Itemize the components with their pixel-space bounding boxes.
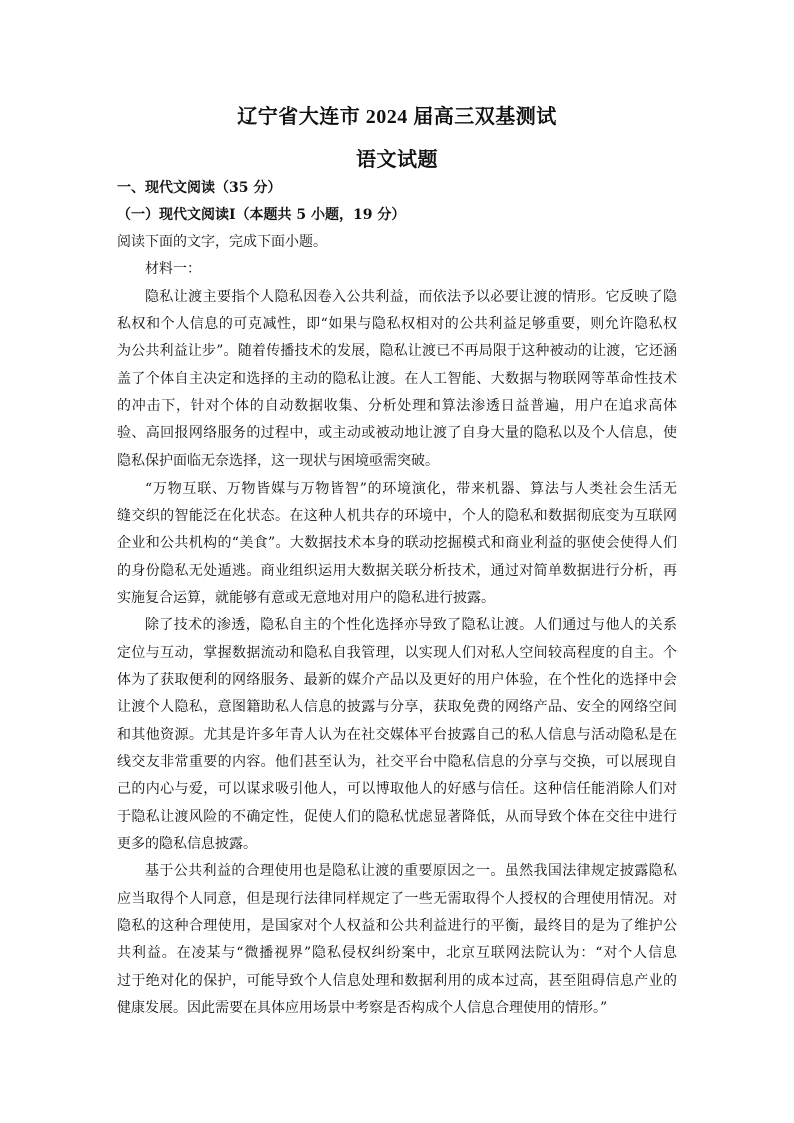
- paragraph-line: 盖了个体自主决定和选择的主动的隐私让渡。在人工智能、大数据与物联网等革命性技术: [117, 371, 677, 387]
- paragraph-line: 企业和公共机构的“美食”。大数据技术本身的联动挖掘模式和商业利益的驱使会使得人们: [117, 535, 677, 551]
- paragraph-line: 为公共利益让步”。随着传播技术的发展，隐私让渡已不再局限于这种被动的让渡，它还涵: [117, 343, 677, 359]
- paragraph-line: 线交友非常重要的内容。他们甚至认为，社交平台中隐私信息的分享与交换，可以展现自: [117, 754, 677, 770]
- paragraph-line: 除了技术的渗透，隐私自主的个性化选择亦导致了隐私让渡。人们通过与他人的关系: [145, 617, 677, 633]
- paragraph-line: 健康发展。因此需要在具体应用场景中考察是否构成个人信息合理使用的情形。”: [117, 1000, 608, 1016]
- paragraph-line: 实施复合运算，就能够有意或无意地对用户的隐私进行披露。: [117, 590, 495, 606]
- paragraph-line: 和其他资源。尤其是许多年青人认为在社交媒体平台披露自己的私人信息与活动隐私是在: [117, 727, 677, 743]
- paragraph-line: 体为了获取便利的网络服务、最新的媒介产品以及更好的用户体验，在个性化的选择中会: [117, 672, 677, 688]
- section-heading: 一、现代文阅读（35 分）: [117, 180, 282, 196]
- section-subheading: （一）现代文阅读Ⅰ（本题共 5 小题，19 分）: [117, 207, 406, 223]
- material-label: 材料一：: [145, 261, 201, 277]
- paragraph-line: 共利益。在凌某与“微播视界”隐私侵权纠纷案中，北京互联网法院认为：“对个人信息: [117, 945, 677, 961]
- paragraph-line: 缝交织的智能泛在化状态。在这种人机共存的环境中，个人的隐私和数据彻底变为互联网: [117, 508, 677, 524]
- paragraph-line: 隐私让渡主要指个人隐私因卷入公共利益，而依法予以必要让渡的情形。它反映了隐: [145, 289, 677, 305]
- paragraph-line: 的冲击下，针对个体的自动数据收集、分析处理和算法渗透日益普遍，用户在追求高体: [117, 398, 677, 414]
- paragraph-line: 让渡个人隐私，意图籍助私人信息的披露与分享，获取免费的网络产品、安全的网络空间: [117, 699, 677, 715]
- instruction-text: 阅读下面的文字，完成下面小题。: [117, 234, 327, 250]
- paragraph-line: 定位与互动，掌握数据流动和隐私自我管理，以实现人们对私人空间较高程度的自主。个: [117, 645, 677, 661]
- paragraph-line: 隐私保护面临无奈选择，这一现状与困境亟需突破。: [117, 453, 439, 469]
- paragraph-line: 应当取得个人同意，但是现行法律同样规定了一些无需取得个人授权的合理使用情况。对: [117, 891, 677, 907]
- paragraph-line: 私权和个人信息的可克减性，即“如果与隐私权相对的公共利益足够重要，则允许隐私权: [117, 316, 677, 332]
- paragraph-line: 于隐私让渡风险的不确定性，促使人们的隐私忧虑显著降低，从而导致个体在交往中进行: [117, 809, 677, 825]
- paragraph-line: “万物互联、万物皆媒与万物皆智”的环境演化，带来机器、算法与人类社会生活无: [145, 481, 677, 497]
- document-title: 辽宁省大连市 2024 届高三双基测试: [237, 106, 557, 128]
- paragraph-line: 过于绝对化的保护，可能导致个人信息处理和数据利用的成本过高，甚至阻碍信息产业的: [117, 973, 677, 989]
- paragraph-line: 基于公共利益的合理使用也是隐私让渡的重要原因之一。虽然我国法律规定披露隐私: [145, 863, 677, 879]
- paragraph-line: 验、高回报网络服务的过程中，或主动或被动地让渡了自身大量的隐私以及个人信息，使: [117, 425, 677, 441]
- paragraph-line: 隐私的这种合理使用，是国家对个人权益和公共利益进行的平衡，最终目的是为了维护公: [117, 918, 677, 934]
- paragraph-line: 更多的隐私信息披露。: [117, 836, 257, 852]
- paragraph-line: 己的内心与爱，可以谋求吸引他人，可以博取他人的好感与信任。这种信任能消除人们对: [117, 781, 677, 797]
- document-subtitle: 语文试题: [356, 149, 438, 171]
- paragraph-line: 的身份隐私无处遁逃。商业组织运用大数据关联分析技术，通过对简单数据进行分析，再: [117, 563, 677, 579]
